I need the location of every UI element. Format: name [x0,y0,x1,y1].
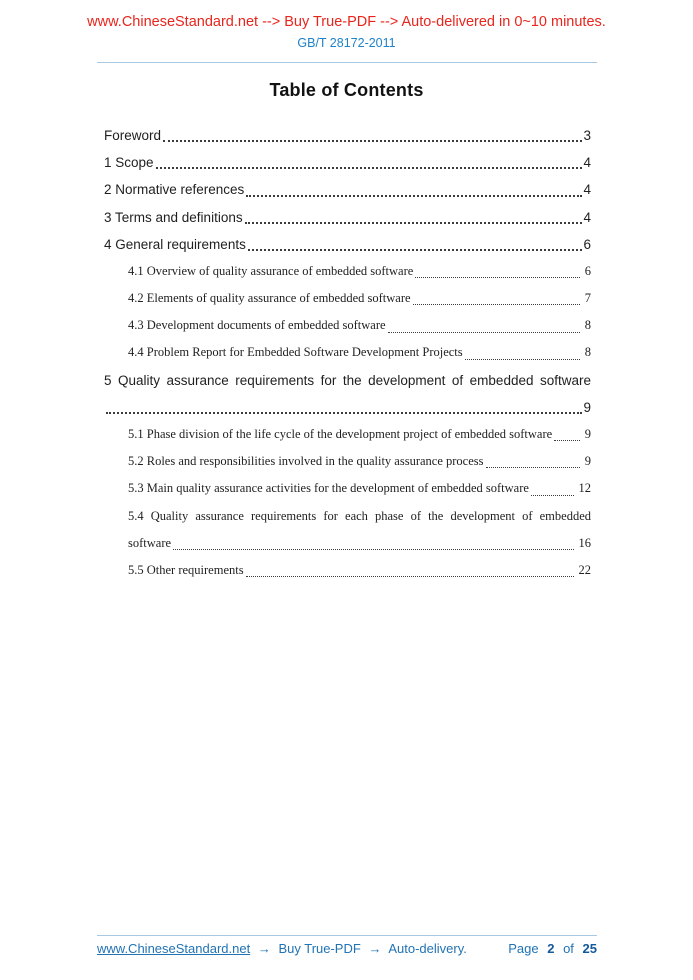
toc-entry[interactable] [104,421,591,448]
dot-leader [465,359,580,360]
dot-leader [246,195,582,197]
toc-entry-line [128,475,591,502]
toc-page-number: 7 [584,291,591,306]
standard-code: GB/T 28172-2011 [297,36,396,50]
toc-entry-text: 1 Scope [104,155,154,171]
footer-promo-item-2: Auto-delivery. [388,941,467,956]
toc-entry[interactable] [104,149,591,176]
toc-entry-line [104,231,591,258]
toc-page-number: 12 [578,481,591,496]
toc-entry-line [104,204,591,231]
footer-promo [97,941,471,956]
dot-leader [156,167,583,169]
footer [97,941,597,956]
toc-page-number: 16 [578,535,591,550]
toc-entry[interactable] [104,448,591,475]
dot-leader [106,412,582,414]
toc-page-number: 9 [583,399,591,415]
toc-entry[interactable] [104,285,591,312]
dot-leader [248,249,583,251]
dot-leader [163,140,582,142]
page-total: 25 [582,941,597,956]
toc-entry-line [128,421,591,448]
toc-entry[interactable] [104,367,591,421]
footer-promo-item-1: Buy True-PDF [278,941,361,956]
dot-leader [388,332,580,333]
toc-page-number: 6 [583,236,591,252]
dot-leader [173,549,573,550]
toc-entry-text: 5 Quality assurance requirements for the development of embedded software [104,372,591,388]
dot-leader [413,304,580,305]
dot-leader [486,467,580,468]
toc-page-number: 8 [584,318,591,333]
toc-entry-text: 5.2 Roles and responsibilities involved in the quality assurance process [128,454,484,469]
toc-entry-continuation [104,394,591,421]
toc-entry-line [128,557,591,584]
toc-page-number: 22 [578,562,591,577]
footer-url-link[interactable]: www.ChineseStandard.net [97,941,251,956]
dot-leader [415,277,579,278]
toc-entry-line [128,258,591,285]
toc-page-number: 4 [583,155,591,171]
toc-page-number: 4 [583,209,591,225]
toc-page-number: 6 [584,263,591,278]
toc-entry-text: 4.1 Overview of quality assurance of embedded software [128,263,414,278]
page-of-label: of [563,941,574,956]
toc-list [104,122,591,584]
arrow-icon: → [368,941,382,956]
toc-entry[interactable] [104,258,591,285]
toc-entry-text: 3 Terms and definitions [104,209,243,225]
toc-entry-line [128,312,591,339]
toc-entry-text: 5.3 Main quality assurance activities for the development of embedded software [128,481,529,496]
dot-leader [245,222,583,224]
toc-entry[interactable] [104,557,591,584]
toc-page-number: 9 [584,454,591,469]
toc-entry[interactable] [104,122,591,149]
toc-entry[interactable] [104,204,591,231]
dot-leader [531,495,574,496]
toc-entry-continuation [128,530,591,557]
toc-entry-text: 5.1 Phase division of the life cycle of the development project of embedded software [128,427,553,442]
toc-entry-text: software [128,535,172,550]
toc-entry-text: 4 General requirements [104,236,246,252]
arrow-icon: → [257,941,271,956]
toc-page-number: 4 [583,182,591,198]
toc-entry-line [104,176,591,203]
toc-entry-text: 4.4 Problem Report for Embedded Software Development Projects [128,345,463,360]
toc-entry-text: 5.4 Quality assurance requirements for each phase of the development of embedded [128,508,591,523]
dot-leader [554,440,580,441]
page-title: Table of Contents [269,80,424,100]
toc-entry-line [128,285,591,312]
toc-entry[interactable] [104,340,591,367]
toc-entry-line [104,122,591,149]
toc-entry[interactable] [104,231,591,258]
page-current: 2 [547,941,555,956]
toc-entry-text: 4.3 Development documents of embedded software [128,318,386,333]
toc-entry[interactable] [104,503,591,557]
toc-entry-line [104,149,591,176]
header-divider [97,62,597,63]
dot-leader [246,576,574,577]
toc-entry[interactable] [104,475,591,502]
toc-page-number: 9 [584,427,591,442]
toc-entry-line [128,448,591,475]
toc-entry-text: 5.5 Other requirements [128,562,244,577]
toc-entry-text: Foreword [104,127,162,143]
toc-entry-text: 2 Normative references [104,182,245,198]
page-indicator [503,941,597,956]
promo-banner-link[interactable]: www.ChineseStandard.net --> Buy True-PDF --> Auto-delivered in 0~10 minutes. [87,14,606,30]
footer-divider [97,935,597,936]
page-label: Page [508,941,539,956]
toc-page-number: 3 [583,127,591,143]
toc-page-number: 8 [584,345,591,360]
toc-entry[interactable] [104,176,591,203]
toc-entry-line [128,340,591,367]
toc-entry[interactable] [104,312,591,339]
toc-entry-text: 4.2 Elements of quality assurance of embedded software [128,291,411,306]
